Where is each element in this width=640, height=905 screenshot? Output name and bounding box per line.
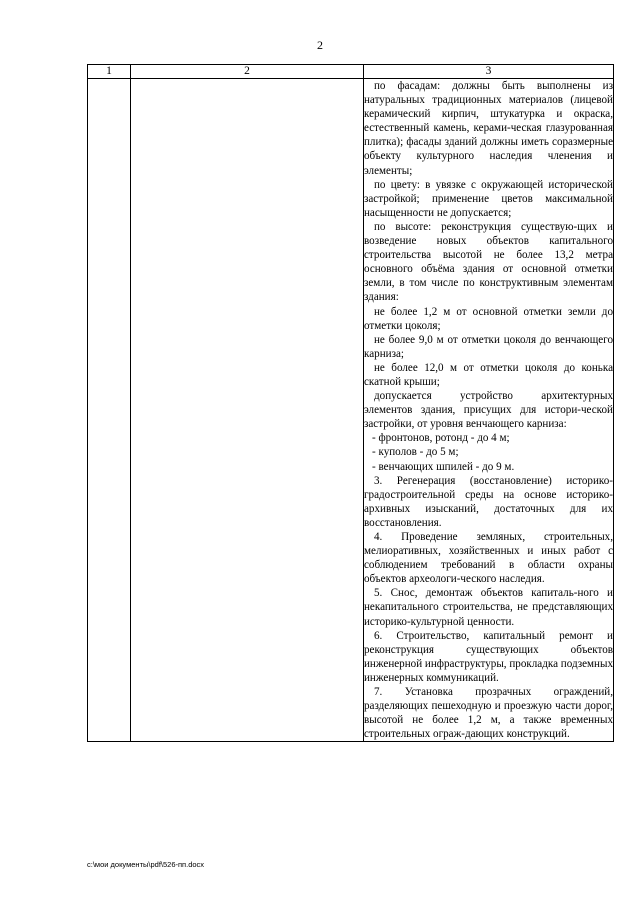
list-item: - венчающих шпилей - до 9 м. — [372, 460, 515, 473]
paragraph-item-7: 7. Установка прозрачных ограждений, разделяющих пешеходную и проезжую части дорог, высотой не более 1,2 м, а также временных строительных ограж-дающих конструкций. — [364, 686, 613, 741]
cell-column-3 — [364, 79, 614, 742]
column-header-2: 2 — [131, 65, 364, 79]
paragraph-height-plinth: не более 1,2 м от основной отметки земли до отметки цоколя; — [364, 305, 613, 332]
paragraph-height-cornice: не более 9,0 м от отметки цоколя до венчающего карниза; — [364, 333, 613, 360]
cell-column-1 — [88, 79, 131, 742]
document-table — [87, 64, 614, 742]
paragraph-item-5: 5. Снос, демонтаж объектов капиталь-ного и некапитального строительства, не представляющих историко-культурной ценности. — [364, 587, 613, 628]
paragraph-item-4: 4. Проведение земляных, строительных, мелиоративных, хозяйственных и иных работ с соблюдением требований в области охраны объектов археологи-ческого наследия. — [364, 531, 613, 586]
list-item: - фронтонов, ротонд - до 4 м; — [372, 432, 510, 445]
list-item: - куполов - до 5 м; — [372, 446, 459, 459]
paragraph-architectural-elements: допускается устройство архитектурных элементов здания, присущих для истори-ческой застройки, от уровня венчающего карниза: — [364, 390, 613, 431]
paragraph-item-6: 6. Строительство, капитальный ремонт и реконструкция существующих объектов инженерной инфраструктуры, прокладка подземных инженерных коммуникаций. — [364, 629, 613, 684]
cell-column-2 — [131, 79, 364, 742]
paragraph-color: по цвету: в увязке с окружающей исторической застройкой; применение цветов максимальной насыщенности не допускается; — [364, 178, 613, 219]
table-header — [88, 65, 614, 79]
column-header-3: 3 — [364, 65, 614, 79]
paragraph-height-ridge: не более 12,0 м от отметки цоколя до конька скатной крыши; — [364, 361, 613, 388]
table-row — [88, 79, 614, 742]
page-number: 2 — [317, 38, 323, 52]
paragraph-item-3: 3. Регенерация (восстановление) историко-градостроительной среды на основе историко-архивных изысканий, достаточных для их восстановления. — [364, 474, 613, 529]
paragraph-height: по высоте: реконструкция существую-щих и возведение новых объектов капитального строительства высотой не более 13,2 метра основного объёма здания от основной отметки земли, в том числе по конструктивным элементам здания: — [364, 220, 613, 304]
paragraph-facades: по фасадам: должны быть выполнены из натуральных традиционных материалов (лицевой керамический кирпич, штукатурка и окраска, естественный камень, керами-ческая глазурованная плитка); фасады зданий должны иметь соразмерные объекту культурного наследия членения и элементы; — [364, 80, 613, 177]
column-header-1: 1 — [88, 65, 131, 79]
file-path-footer: c:\мои документы\pdf\526-пп.docx — [87, 860, 205, 869]
